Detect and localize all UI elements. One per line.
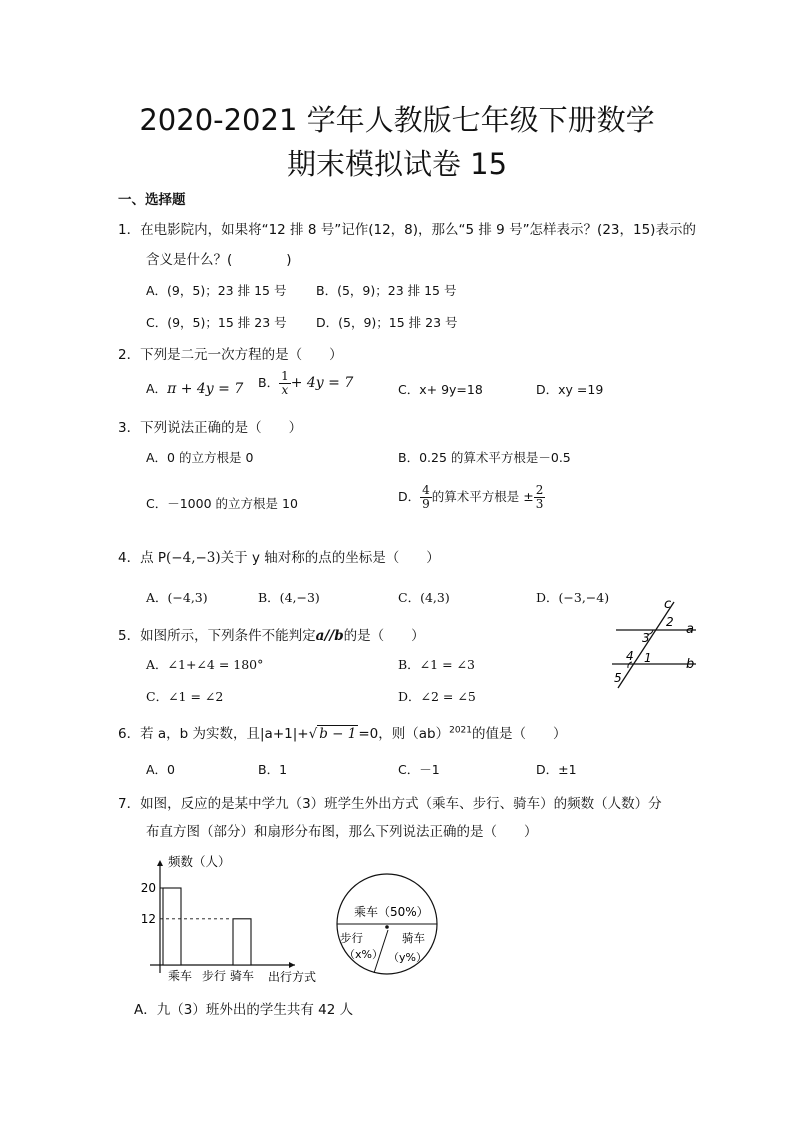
line-c-label: c	[664, 597, 672, 612]
bar	[163, 888, 181, 965]
angle-5-label: 5	[614, 671, 622, 685]
q1-option-c: C．(9，5)；15 排 23 号	[146, 315, 287, 330]
angle-2-label: 2	[666, 615, 674, 629]
q4-option-d: D．(−3,−4)	[536, 590, 610, 605]
q3-option-b: B．0.25 的算术平方根是－0.5	[398, 450, 571, 465]
x-tick-label: 步行	[201, 969, 227, 983]
x-axis-label: 出行方式	[268, 970, 317, 984]
q2-option-a: A．π + 4y = 7	[146, 381, 244, 397]
pie-label-bike-pct: （y%）	[388, 951, 427, 964]
q1-stem-line2: 含义是什么？( )	[146, 252, 292, 268]
page-title-line2: 期末模拟试卷 15	[286, 147, 508, 181]
y-axis-arrow	[157, 860, 163, 866]
pie-center	[385, 925, 389, 929]
x-tick-label: 骑车	[229, 969, 255, 983]
angle-4-label: 4	[626, 649, 634, 663]
q3-option-c: C．－1000 的立方根是 10	[146, 496, 298, 511]
line-a-label: a	[686, 622, 694, 637]
q5-stem: 5．如图所示，下列条件不能判定a//b的是（ ）	[118, 628, 425, 644]
q4-stem: 4．点 P(−4,−3)关于 y 轴对称的点的坐标是（ ）	[118, 550, 440, 566]
q4-option-c: C．(4,3)	[398, 590, 450, 605]
q1-option-b: B．(5，9)；23 排 15 号	[316, 283, 457, 298]
q2-option-d: D．xy =19	[536, 382, 604, 397]
q2-option-b: B． $\frac{1}{x}$ + 4y = 7	[258, 369, 354, 397]
q2-b-fraction: $\frac{1}{x}$	[281, 369, 289, 397]
q5-option-a: A．∠1+∠4 = 180°	[146, 657, 264, 672]
line-b-label: b	[686, 657, 695, 672]
q6-option-d: D．±1	[536, 762, 577, 777]
q3-option-d: D． $\frac{4}{9}$ 的算术平方根是 ± $\frac{2}{3}$	[398, 483, 544, 511]
pie-label-walk: 步行	[340, 931, 363, 945]
q4-option-a: A．(−4,3)	[146, 590, 208, 605]
q6-option-c: C．－1	[398, 762, 440, 777]
pie-label-walk-pct: （x%）	[344, 948, 383, 961]
q2-stem: 2．下列是二元一次方程的是（ ）	[118, 347, 343, 363]
q1-stem-line1: 1．在电影院内，如果将“12 排 8 号”记作(12，8)，那么“5 排 9 号”怎样表示？(23，15)表示的	[118, 222, 696, 238]
q7-option-a: A．九（3）班外出的学生共有 42 人	[134, 1002, 354, 1018]
x-tick-label: 乘车	[167, 969, 193, 983]
page-title-line1: 2020-2021 学年人教版七年级下册数学	[139, 103, 655, 137]
y-tick-label: 12	[140, 911, 156, 926]
q7-stem-line2: 布直方图（部分）和扇形分布图，那么下列说法正确的是（ ）	[146, 824, 538, 840]
q3-option-a: A．0 的立方根是 0	[146, 450, 254, 465]
section-heading: 一、选择题	[118, 192, 186, 208]
q1-option-d: D．(5，9)；15 排 23 号	[316, 315, 458, 330]
pie-label-bike: 骑车	[402, 931, 425, 945]
q2-option-c: C．x+ 9y=18	[398, 382, 483, 397]
histogram-chart	[130, 850, 330, 990]
q1-option-a: A．(9，5)；23 排 15 号	[146, 283, 287, 298]
q5-option-d: D．∠2 = ∠5	[398, 689, 476, 704]
q5-option-c: C．∠1 = ∠2	[146, 689, 224, 704]
q7-stem-line1: 7．如图，反应的是某中学九（3）班学生外出方式（乘车、步行、骑车）的频数（人数）分	[118, 796, 662, 812]
y-axis-label: 频数（人）	[168, 854, 231, 869]
parallel-lines-figure	[606, 596, 706, 692]
bar	[233, 919, 251, 965]
pie-label-bus: 乘车（50%）	[354, 905, 429, 919]
pie-chart	[330, 870, 445, 980]
q6-option-a: A．0	[146, 762, 176, 777]
q6-stem: 6．若 a，b 为实数，且|a+1|+√ b − 1 =0，则（ab）$^{2021}$的值是（ ）	[118, 725, 567, 742]
q6-option-b: B．1	[258, 762, 288, 777]
angle-1-label: 1	[644, 651, 652, 665]
x-axis-arrow	[289, 962, 295, 968]
angle-3-label: 3	[642, 631, 650, 645]
q6-sqrt: √ b − 1	[308, 726, 357, 742]
q5-option-b: B．∠1 = ∠3	[398, 657, 475, 672]
y-tick-label: 20	[140, 881, 156, 895]
q3-stem: 3．下列说法正确的是（ ）	[118, 420, 303, 436]
q4-option-b: B．(4,−3)	[258, 590, 320, 605]
